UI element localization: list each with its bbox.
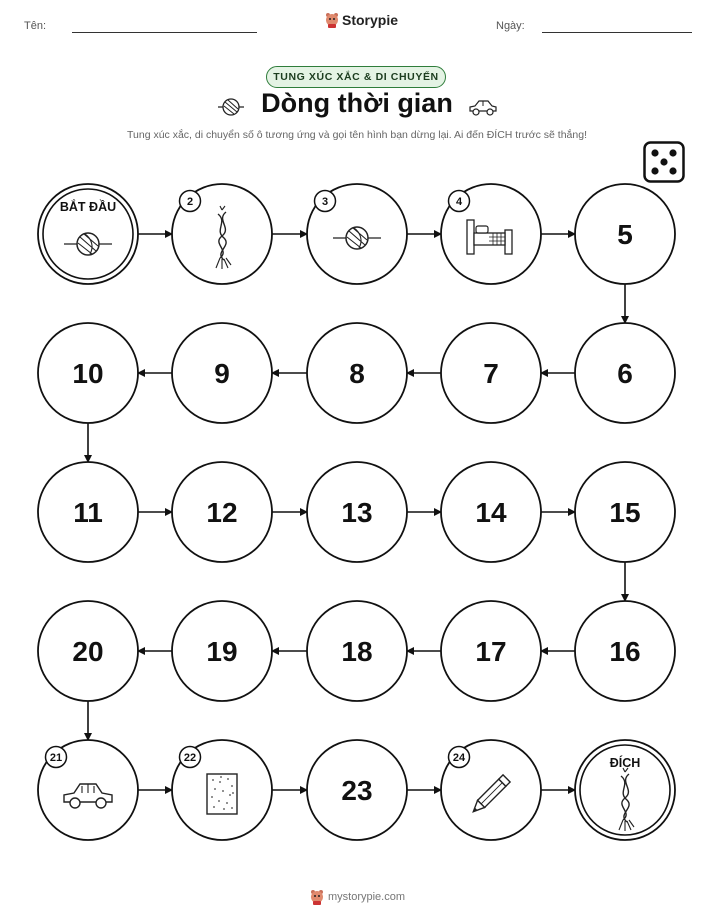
board-cell[interactable] (172, 462, 272, 562)
board-cell[interactable] (38, 323, 138, 423)
start-label: BẮT ĐẦU (59, 200, 117, 214)
footer (310, 889, 405, 905)
board-cell[interactable] (307, 462, 407, 562)
finish-label: ĐÍCH (609, 756, 641, 770)
page-title: Dòng thời gian (261, 88, 453, 118)
cell-number: 21 (49, 752, 63, 764)
board-cell[interactable] (38, 462, 138, 562)
cell-number: 6 (617, 358, 633, 389)
cell-number: 23 (341, 775, 373, 806)
storypie-mascot-icon (310, 889, 324, 905)
cell-number: 8 (349, 358, 365, 389)
cell-number: 3 (321, 196, 329, 208)
date-label: Ngày: (496, 20, 525, 32)
board-cell[interactable] (575, 462, 675, 562)
cell-number: 19 (206, 636, 238, 667)
board-cell[interactable] (441, 740, 541, 840)
board-cell[interactable] (307, 740, 407, 840)
cell-number: 4 (455, 196, 463, 208)
cell-number: 22 (183, 752, 197, 764)
instructions: Tung xúc xắc, di chuyển số ô tương ứng và gọi tên hình bạn dừng lại. Ai đến ĐÍCH trước sẽ thắng! (126, 129, 587, 141)
board-cell[interactable] (575, 601, 675, 701)
cell-number: 2 (186, 196, 194, 208)
board-cell[interactable] (307, 601, 407, 701)
cell-number: 17 (475, 636, 507, 667)
board-cell[interactable] (172, 184, 272, 284)
footer-url: mystorypie.com (328, 891, 406, 903)
board-cell[interactable] (441, 323, 541, 423)
name-label: Tên: (24, 20, 47, 32)
cell-number: 13 (341, 497, 373, 528)
cell-number: 5 (617, 219, 633, 250)
finish-cell[interactable] (575, 740, 675, 840)
board-cell[interactable] (172, 601, 272, 701)
board-cell[interactable] (38, 740, 138, 840)
cell-number: 11 (73, 497, 103, 528)
brand-name: Storypie (342, 12, 399, 28)
board-cell[interactable] (307, 323, 407, 423)
cell-number: 15 (609, 497, 641, 528)
cell-number: 9 (214, 358, 230, 389)
activity-badge: TUNG XÚC XẮC & DI CHUYỂN (266, 66, 446, 88)
board-cell[interactable] (38, 601, 138, 701)
board-cell[interactable] (441, 462, 541, 562)
cell-number: 10 (72, 358, 104, 389)
board-cell[interactable] (441, 601, 541, 701)
board-cell[interactable] (172, 323, 272, 423)
cell-number: 16 (609, 636, 641, 667)
cell-number: 20 (72, 636, 104, 667)
cell-number: 24 (452, 752, 466, 764)
start-cell[interactable] (38, 184, 138, 284)
board-cell[interactable] (441, 184, 541, 284)
board-cell[interactable] (172, 740, 272, 840)
cell-number: 14 (475, 497, 507, 528)
sponge-icon (207, 774, 237, 814)
cell-number: 7 (483, 358, 499, 389)
board-cell[interactable] (307, 184, 407, 284)
cell-number: 18 (341, 636, 373, 667)
board-cell[interactable] (575, 323, 675, 423)
board-cell[interactable] (575, 184, 675, 284)
cell-number: 12 (206, 497, 238, 528)
